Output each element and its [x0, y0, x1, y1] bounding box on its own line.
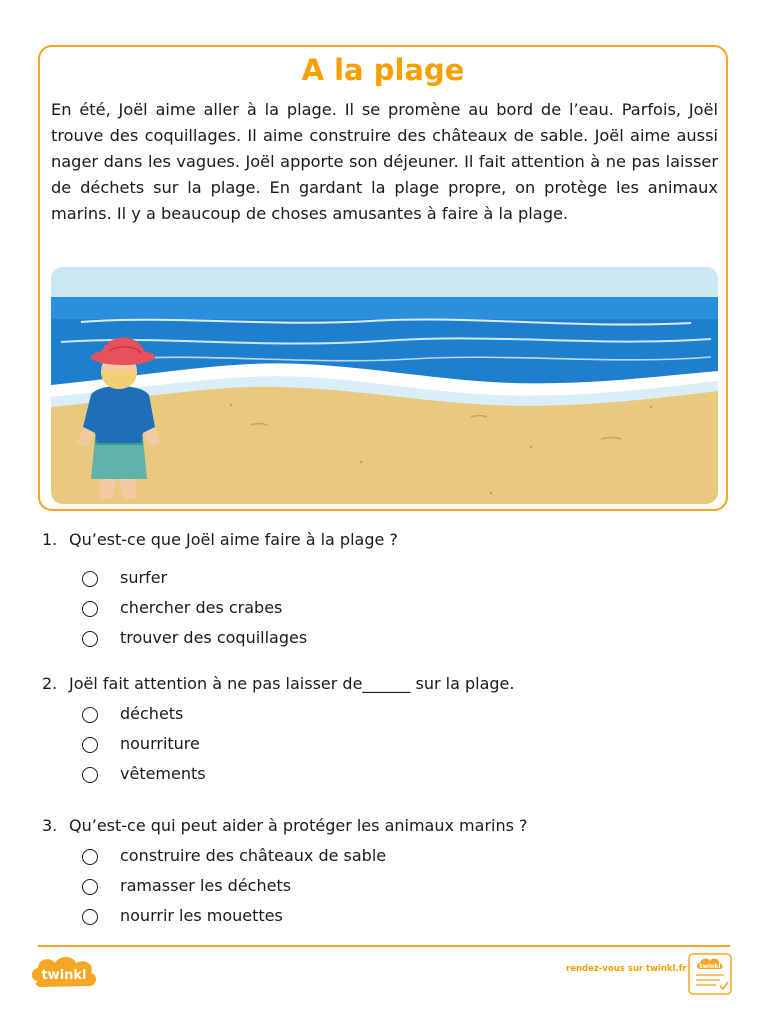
- badge-text: twinkl: [699, 963, 721, 970]
- radio-circle-icon[interactable]: [82, 707, 98, 723]
- page-title: A la plage: [301, 53, 465, 87]
- option-label: ramasser les déchets: [120, 876, 292, 895]
- beach-scene-image: [51, 267, 718, 504]
- radio-circle-icon[interactable]: [82, 601, 98, 617]
- question-text: Joël fait attention à ne pas laisser de______ sur la plage.: [69, 674, 515, 693]
- radio-circle-icon[interactable]: [82, 631, 98, 647]
- twinkl-logo-icon[interactable]: [28, 951, 100, 995]
- reading-passage: En été, Joël aime aller à la plage. Il se promène au bord de l’eau. Parfois, Joël trouve des coquillages. Il aime construire des châteaux de sable. Joël aime aussi nager dans les vagues. Joël apporte son déjeuner. Il fait attention à ne pas laisser de déchets sur la plage. En gardant la plage propre, on protège les animaux marins. Il y a beaucoup de choses amusantes à faire à la plage.: [51, 100, 718, 223]
- footer-link[interactable]: rendez-vous sur twinkl.fr: [566, 964, 687, 974]
- radio-circle-icon[interactable]: [82, 849, 98, 865]
- question-text: Qu’est-ce que Joël aime faire à la plage ?: [69, 530, 398, 549]
- footer-divider: [38, 945, 730, 947]
- beach-illustration: [51, 267, 718, 504]
- radio-circle-icon[interactable]: [82, 571, 98, 587]
- radio-circle-icon[interactable]: [82, 879, 98, 895]
- radio-circle-icon[interactable]: [82, 767, 98, 783]
- reading-box: [38, 45, 728, 511]
- option-label: nourrir les mouettes: [120, 906, 283, 925]
- question-number: 3.: [42, 816, 58, 835]
- option-label: trouver des coquillages: [120, 628, 308, 647]
- question-text: Qu’est-ce qui peut aider à protéger les animaux marins ?: [69, 816, 528, 835]
- radio-circle-icon[interactable]: [82, 909, 98, 925]
- radio-circle-icon[interactable]: [82, 737, 98, 753]
- option-label: surfer: [120, 568, 168, 587]
- quality-badge-icon: [688, 953, 732, 995]
- logo-text: twinkl: [41, 968, 87, 983]
- question-number: 2.: [42, 674, 58, 693]
- option-label: chercher des crabes: [120, 598, 283, 617]
- option-label: déchets: [120, 704, 184, 723]
- option-label: construire des châteaux de sable: [120, 846, 387, 865]
- option-label: nourriture: [120, 734, 200, 753]
- option-label: vêtements: [120, 764, 206, 783]
- question-number: 1.: [42, 530, 58, 549]
